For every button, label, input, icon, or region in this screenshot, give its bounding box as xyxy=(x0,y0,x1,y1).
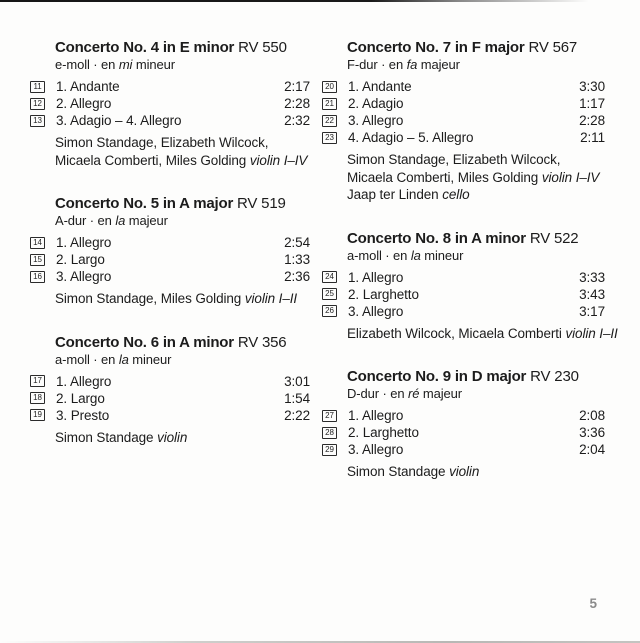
track-duration: 2:11 xyxy=(580,130,605,145)
concerto-rv-number: RV 356 xyxy=(237,333,287,351)
key-text: majeur xyxy=(419,386,463,401)
performer-names: Simon Standage xyxy=(347,464,450,479)
track-row xyxy=(322,303,605,320)
track-number-box: 28 xyxy=(322,427,337,439)
performer-names: Jaap ter Linden xyxy=(347,187,443,202)
concerto-title xyxy=(55,196,310,211)
track-row xyxy=(322,286,605,303)
key-solfege: fa xyxy=(406,57,418,72)
track-title: 2. Allegro xyxy=(56,96,112,111)
concerto-rv-number: RV 519 xyxy=(237,195,286,212)
track-title: 3. Allegro xyxy=(56,269,112,284)
track-number-box: 11 xyxy=(30,81,45,93)
track-duration: 3:36 xyxy=(579,425,605,440)
concerto-rv-number: RV 230 xyxy=(530,368,579,385)
key-text: F-dur · en xyxy=(347,57,407,72)
key-subtitle xyxy=(347,386,605,401)
track-duration: 2:32 xyxy=(284,113,310,128)
credit-line xyxy=(55,429,310,447)
track-number-box: 26 xyxy=(322,305,337,317)
concerto-title-name: Concerto No. 9 in D major xyxy=(347,368,527,385)
track-title: 1. Allegro xyxy=(348,408,404,423)
credit-line xyxy=(55,152,310,170)
instrument-label: violin I–II xyxy=(565,325,618,341)
concerto-title xyxy=(55,40,310,55)
concerto-section-4 xyxy=(30,40,310,169)
track-row xyxy=(322,269,605,286)
key-text: a-moll · en xyxy=(347,247,411,263)
performer-credits xyxy=(55,429,310,447)
track-row xyxy=(322,424,605,441)
track-number-box: 18 xyxy=(30,392,45,404)
instrument-label: violin xyxy=(157,429,188,445)
concerto-title-name: Concerto No. 7 in F major xyxy=(347,39,525,56)
track-row xyxy=(30,373,310,390)
key-solfege: la xyxy=(118,351,129,367)
instrument-label: violin I–II xyxy=(244,291,298,306)
key-text: mineur xyxy=(132,57,176,72)
instrument-label: violin I–IV xyxy=(249,152,308,168)
track-number-box: 20 xyxy=(322,81,337,93)
track-list xyxy=(322,269,605,320)
track-row xyxy=(30,95,310,112)
performer-names: Simon Standage, Elizabeth Wilcock, xyxy=(347,152,561,167)
track-row xyxy=(30,407,310,424)
track-row xyxy=(322,441,605,458)
key-text: mineur xyxy=(128,351,172,367)
right-column xyxy=(322,39,618,508)
track-title: 3. Allegro xyxy=(348,442,404,457)
key-subtitle xyxy=(55,213,310,228)
track-duration: 2:54 xyxy=(284,235,310,250)
concerto-title-name: Concerto No. 8 in A minor xyxy=(347,229,526,247)
performer-credits xyxy=(347,151,605,204)
key-solfege: ré xyxy=(408,386,420,401)
key-text: majeur xyxy=(417,57,460,72)
track-duration: 3:01 xyxy=(284,373,310,389)
track-duration: 2:36 xyxy=(284,269,310,284)
track-list xyxy=(30,373,310,424)
performer-credits xyxy=(55,134,310,169)
track-row xyxy=(30,390,310,407)
track-row xyxy=(30,78,310,95)
track-title: 1. Allegro xyxy=(56,235,112,250)
track-title: 2. Largo xyxy=(56,390,105,406)
track-duration: 1:54 xyxy=(284,390,310,406)
concerto-section-6 xyxy=(30,335,310,447)
track-list xyxy=(322,407,605,458)
track-title: 1. Allegro xyxy=(348,269,404,285)
track-row xyxy=(30,112,310,129)
track-duration: 3:33 xyxy=(579,269,605,285)
concerto-title-name: Concerto No. 4 in E minor xyxy=(55,39,235,56)
track-duration: 1:17 xyxy=(579,96,605,111)
track-number-box: 27 xyxy=(322,410,337,422)
concerto-section-9 xyxy=(322,369,605,481)
concerto-title xyxy=(347,40,605,55)
track-row xyxy=(322,95,605,112)
track-title: 3. Adagio – 4. Allegro xyxy=(56,113,182,128)
key-subtitle xyxy=(347,248,605,263)
track-number-box: 15 xyxy=(30,254,45,266)
instrument-label: cello xyxy=(442,187,470,202)
track-title: 2. Larghetto xyxy=(348,286,419,302)
track-number-box: 13 xyxy=(30,115,45,127)
key-solfege: la xyxy=(410,247,421,263)
track-row xyxy=(30,251,310,268)
concerto-title xyxy=(55,335,310,350)
track-duration: 2:28 xyxy=(579,113,605,128)
track-list xyxy=(30,78,310,129)
credit-line xyxy=(347,169,605,187)
track-list xyxy=(322,78,605,146)
track-duration: 2:04 xyxy=(579,442,605,457)
track-row xyxy=(30,234,310,251)
track-row xyxy=(322,407,605,424)
track-duration: 3:43 xyxy=(579,286,605,302)
performer-credits xyxy=(347,463,605,481)
track-row xyxy=(322,78,605,95)
track-duration: 3:30 xyxy=(579,79,605,94)
track-duration: 2:17 xyxy=(284,79,310,94)
concerto-section-7 xyxy=(322,40,605,204)
track-number-box: 29 xyxy=(322,444,337,456)
track-title: 2. Adagio xyxy=(348,96,404,111)
track-number-box: 25 xyxy=(322,288,337,300)
performer-names: Simon Standage xyxy=(55,429,158,445)
track-number-box: 21 xyxy=(322,98,337,110)
credit-line xyxy=(347,325,618,343)
track-number-box: 19 xyxy=(30,409,45,421)
key-subtitle xyxy=(347,57,605,72)
track-title: 1. Andante xyxy=(56,79,120,94)
credit-line xyxy=(55,290,310,308)
track-number-box: 16 xyxy=(30,271,45,283)
track-title: 3. Allegro xyxy=(348,303,404,319)
left-column xyxy=(30,40,310,508)
instrument-label: violin xyxy=(449,464,480,479)
performer-names: Micaela Comberti, Miles Golding xyxy=(347,169,542,185)
instrument-label: violin I–IV xyxy=(541,169,600,185)
page-number: 5 xyxy=(589,596,597,611)
performer-credits xyxy=(55,290,310,308)
key-text: A-dur · en xyxy=(55,213,116,228)
performer-names: Simon Standage, Elizabeth Wilcock, xyxy=(55,135,269,150)
track-title: 1. Andante xyxy=(348,79,412,94)
concerto-section-8 xyxy=(322,229,618,343)
concerto-title-name: Concerto No. 5 in A major xyxy=(55,195,234,212)
track-title: 3. Allegro xyxy=(348,113,404,128)
performer-names: Elizabeth Wilcock, Micaela Comberti xyxy=(347,325,566,341)
concerto-title xyxy=(347,369,605,384)
key-solfege: mi xyxy=(118,57,133,72)
credit-line xyxy=(55,134,310,152)
concerto-rv-number: RV 567 xyxy=(528,39,578,56)
credit-line xyxy=(347,186,605,204)
key-text: a-moll · en xyxy=(55,351,119,367)
track-duration: 2:08 xyxy=(579,408,605,423)
credit-line xyxy=(347,151,605,169)
concerto-section-5 xyxy=(30,196,310,308)
scan-edge-top xyxy=(0,0,640,2)
track-number-box: 22 xyxy=(322,115,337,127)
concerto-rv-number: RV 550 xyxy=(238,39,287,56)
track-row xyxy=(322,129,605,146)
concerto-rv-number: RV 522 xyxy=(529,229,579,247)
track-title: 3. Presto xyxy=(56,407,110,423)
track-duration: 1:33 xyxy=(284,252,310,267)
performer-names: Micaela Comberti, Miles Golding xyxy=(55,152,250,168)
track-title: 2. Larghetto xyxy=(348,425,419,440)
track-duration: 3:17 xyxy=(579,303,605,319)
credit-line xyxy=(347,463,605,481)
track-duration: 2:28 xyxy=(284,96,310,111)
key-subtitle xyxy=(55,57,310,72)
concerto-title-name: Concerto No. 6 in A minor xyxy=(55,333,234,351)
key-subtitle xyxy=(55,352,310,367)
track-number-box: 14 xyxy=(30,237,45,249)
key-text: majeur xyxy=(125,213,168,228)
track-title: 1. Allegro xyxy=(56,373,112,389)
track-title: 4. Adagio – 5. Allegro xyxy=(348,130,474,145)
track-number-box: 24 xyxy=(322,271,337,283)
track-number-box: 12 xyxy=(30,98,45,110)
key-text: e-moll · en xyxy=(55,57,119,72)
key-text: mineur xyxy=(420,247,464,263)
track-number-box: 17 xyxy=(30,375,45,387)
track-title: 2. Largo xyxy=(56,252,105,267)
track-list xyxy=(30,234,310,285)
key-solfege: la xyxy=(115,213,126,228)
track-row xyxy=(30,268,310,285)
concerto-title xyxy=(347,231,605,246)
track-duration: 2:22 xyxy=(284,407,310,423)
track-number-box: 23 xyxy=(322,132,337,144)
performer-names: Simon Standage, Miles Golding xyxy=(55,291,245,306)
key-text: D-dur · en xyxy=(347,386,409,401)
performer-credits xyxy=(347,325,618,343)
track-row xyxy=(322,112,605,129)
